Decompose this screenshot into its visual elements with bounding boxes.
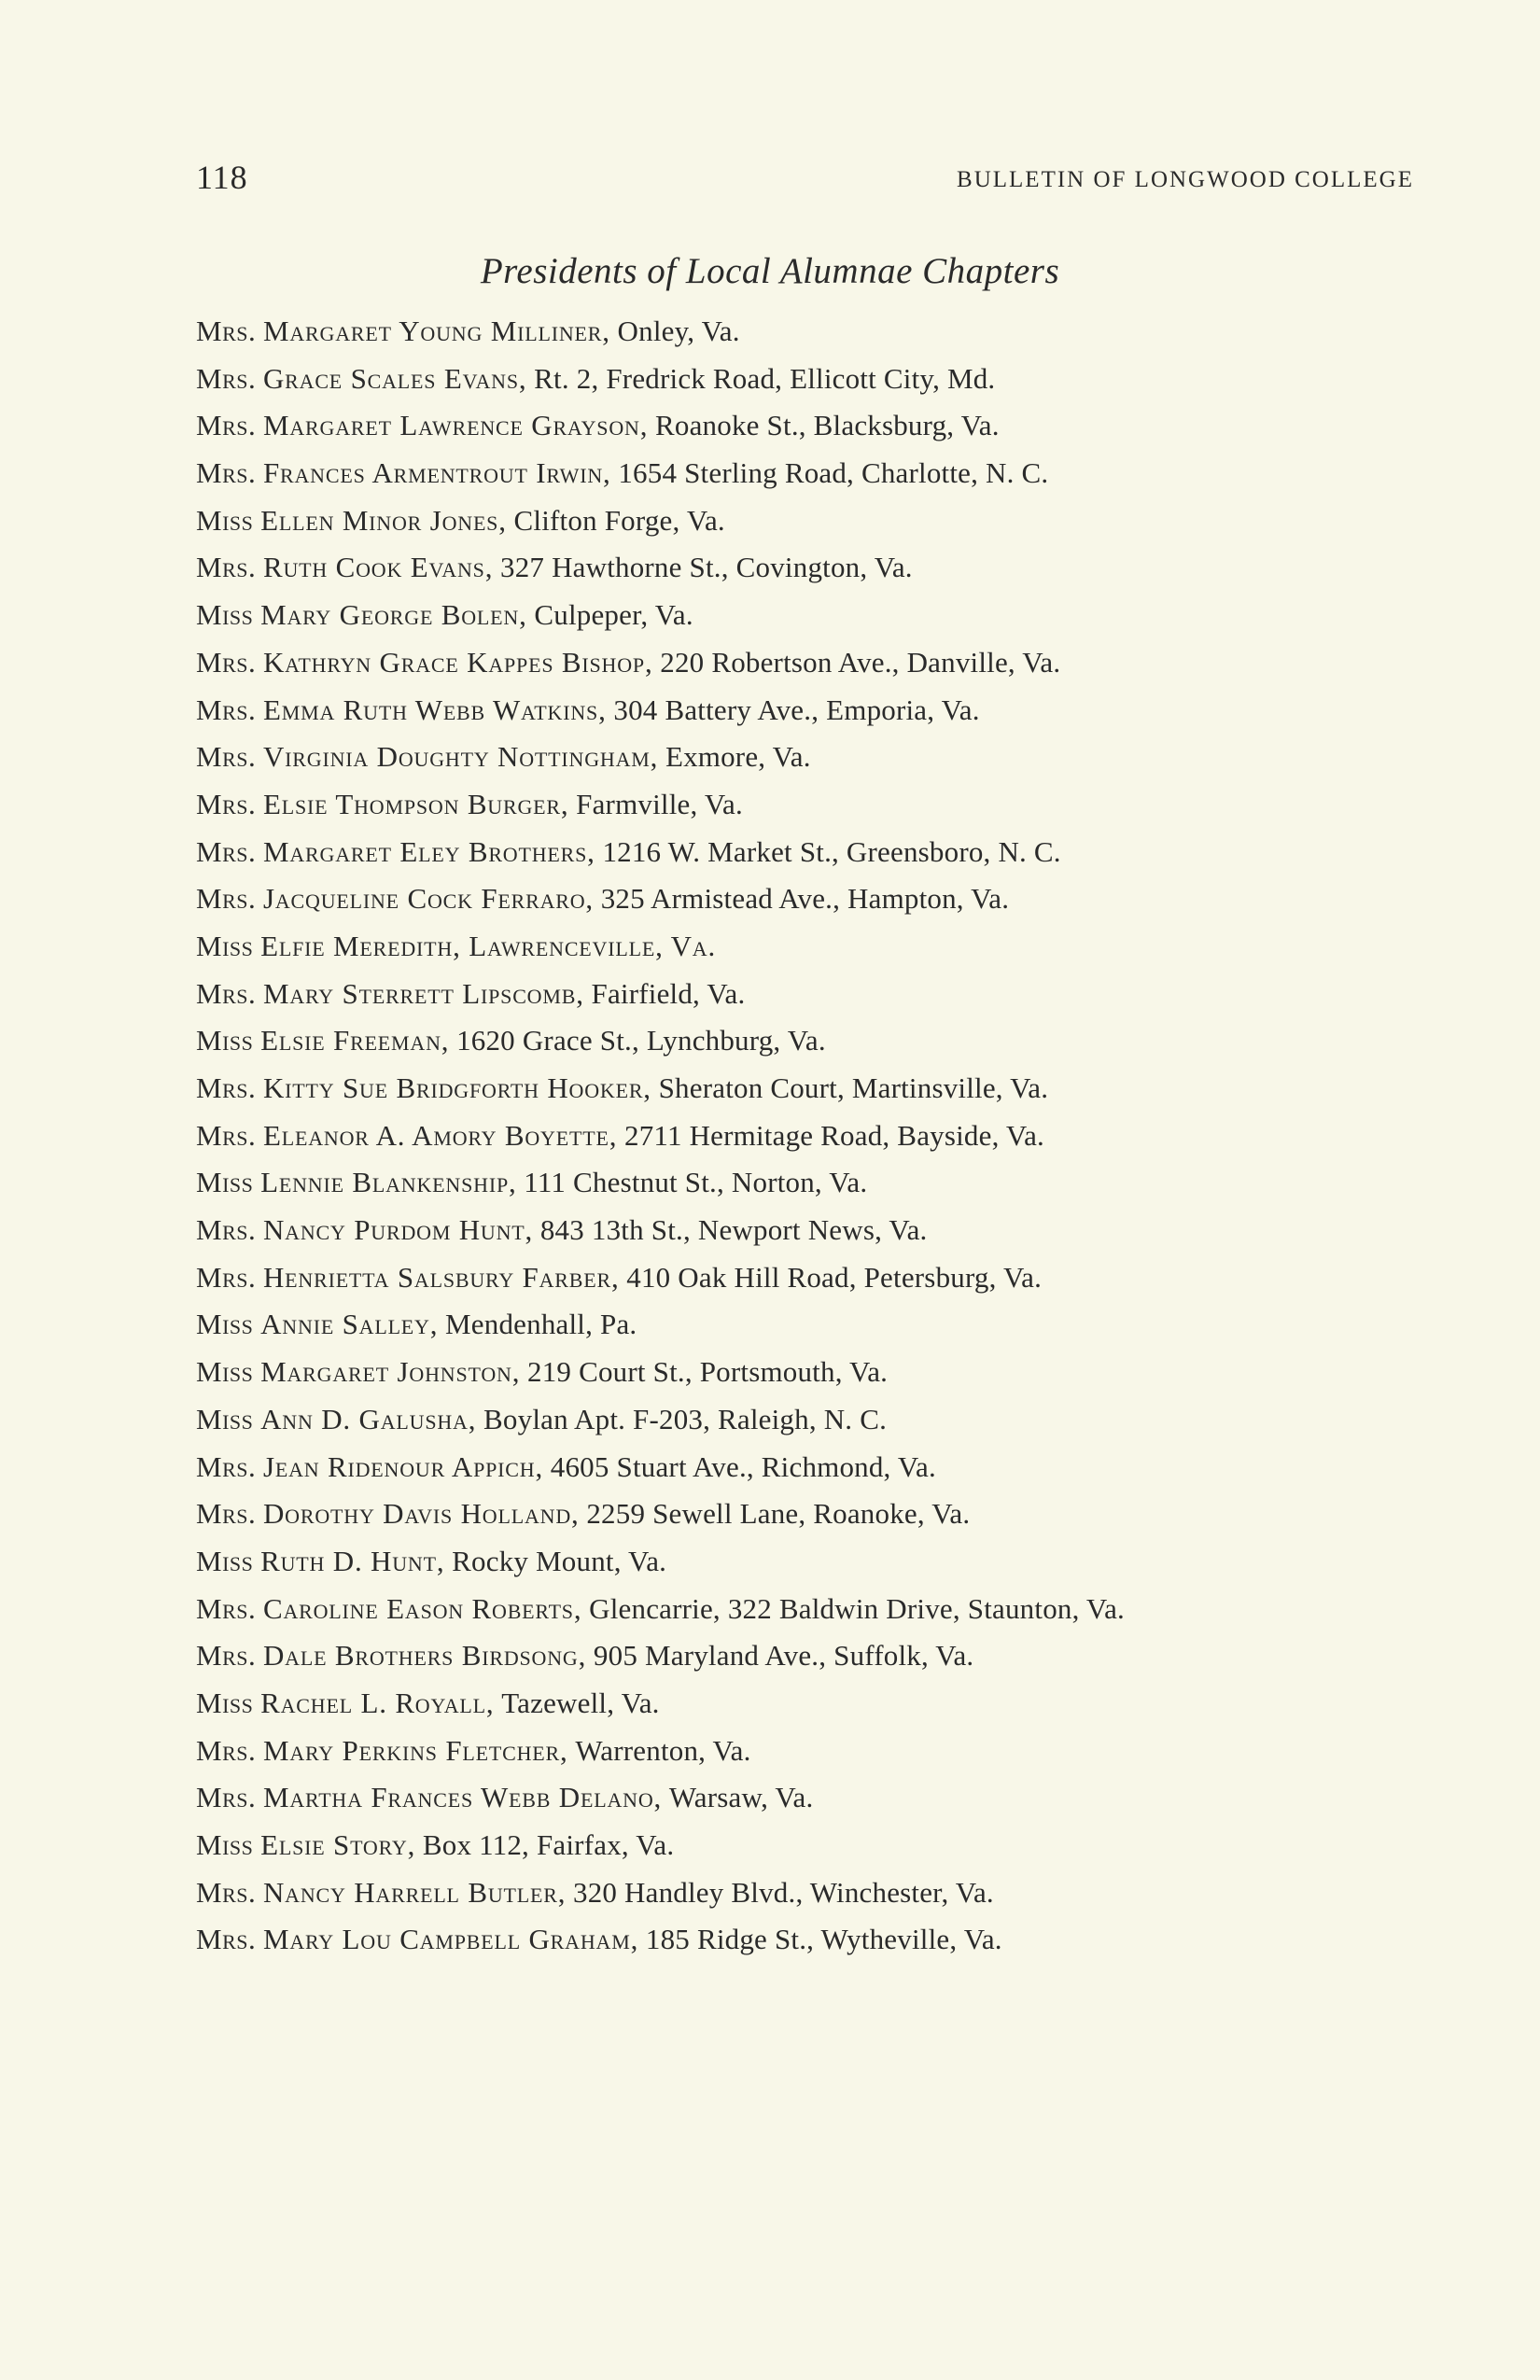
address: 2259 Sewell Lane, Roanoke, Va.: [586, 1497, 971, 1531]
person-name: Dorothy Davis Holland,: [262, 1497, 580, 1531]
address: Boylan Apt. F-203, Raleigh, N. C.: [483, 1402, 888, 1435]
honorific: Miss: [196, 1166, 254, 1199]
person-name: Lennie Blankenship,: [260, 1166, 517, 1199]
list-item: [196, 1538, 1428, 1586]
person-name: Nancy Harrell Butler,: [262, 1875, 567, 1909]
honorific: Mrs.: [196, 645, 257, 679]
honorific: Mrs.: [196, 787, 257, 820]
list-item: [196, 781, 1428, 829]
address: 219 Court St., Portsmouth, Va.: [527, 1355, 889, 1389]
honorific: Mrs.: [196, 361, 257, 395]
list-item: [196, 1349, 1428, 1396]
list-item: [196, 1444, 1428, 1491]
honorific: Mrs.: [196, 1449, 257, 1483]
address: 320 Handley Blvd., Winchester, Va.: [573, 1875, 994, 1909]
person-name: Virginia Doughty Nottingham,: [262, 740, 659, 774]
list-item: [196, 308, 1428, 356]
address: Culpeper, Va.: [534, 598, 693, 632]
honorific: Mrs.: [196, 1639, 257, 1673]
address: 843 13th St., Newport News, Va.: [539, 1213, 928, 1247]
list-item: [196, 687, 1428, 735]
page-number: 118: [196, 159, 248, 196]
honorific: Miss: [196, 1308, 254, 1341]
person-name: Henrietta Salsbury Farber,: [262, 1260, 620, 1294]
honorific: Mrs.: [196, 1591, 257, 1625]
person-name: Elsie Story,: [260, 1828, 416, 1861]
chapter-presidents-list: [196, 308, 1428, 1964]
list-item: [196, 829, 1428, 876]
address: 327 Hawthorne St., Covington, Va.: [500, 551, 913, 584]
list-item: [196, 592, 1428, 639]
person-name: Mary Lou Campbell Graham,: [262, 1923, 639, 1956]
honorific: Mrs.: [196, 1260, 257, 1294]
list-item: [196, 450, 1428, 497]
list-item: [196, 875, 1428, 923]
person-name: Margaret Lawrence Grayson,: [262, 409, 649, 442]
running-head: BULLETIN OF LONGWOOD COLLEGE: [957, 167, 1414, 192]
address: Tazewell, Va.: [501, 1686, 660, 1719]
honorific: Mrs.: [196, 1071, 257, 1104]
list-item: [196, 1017, 1428, 1065]
honorific: Miss: [196, 598, 254, 632]
address: 325 Armistead Ave., Hampton, Va.: [600, 882, 1010, 916]
person-name: Elsie Freeman,: [260, 1024, 450, 1057]
honorific: Mrs.: [196, 315, 257, 347]
address: Roanoke St., Blacksburg, Va.: [655, 409, 1000, 442]
address: 220 Robertson Ave., Danville, Va.: [660, 645, 1061, 679]
person-name: Elsie Thompson Burger,: [262, 787, 569, 820]
list-item: [196, 1301, 1428, 1349]
honorific: Mrs.: [196, 1497, 257, 1531]
honorific: Mrs.: [196, 409, 257, 442]
address: 304 Battery Ave., Emporia, Va.: [613, 693, 980, 726]
list-item: [196, 1254, 1428, 1302]
address: 111 Chestnut St., Norton, Va.: [524, 1166, 868, 1199]
person-name: Eleanor A. Amory Boyette,: [262, 1118, 618, 1152]
address: Sheraton Court, Martinsville, Va.: [658, 1071, 1049, 1104]
address: 185 Ridge St., Wytheville, Va.: [645, 1923, 1002, 1956]
list-item: [196, 497, 1428, 545]
person-name: Emma Ruth Webb Watkins,: [262, 693, 607, 726]
person-name: Martha Frances Webb Delano,: [262, 1781, 663, 1814]
honorific: Miss: [196, 1828, 254, 1861]
list-item: [196, 1113, 1428, 1160]
person-name: Margaret Johnston,: [260, 1355, 521, 1389]
section-title: Presidents of Local Alumnae Chapters: [480, 251, 1060, 291]
honorific: Mrs.: [196, 1923, 257, 1956]
list-item: [196, 1916, 1428, 1964]
honorific: Miss: [196, 503, 254, 537]
address: Mendenhall, Pa.: [445, 1308, 637, 1341]
list-item: [196, 639, 1428, 687]
honorific: Mrs.: [196, 1875, 257, 1909]
person-name: Grace Scales Evans,: [262, 361, 527, 395]
list-item: [196, 1586, 1428, 1633]
address: Glencarrie, 322 Baldwin Drive, Staunton, Va.: [589, 1591, 1125, 1625]
person-name: Ellen Minor Jones,: [260, 503, 507, 537]
honorific: Mrs.: [196, 882, 257, 916]
address: Exmore, Va.: [665, 740, 811, 774]
honorific: Mrs.: [196, 740, 257, 774]
address: 905 Maryland Ave., Suffolk, Va.: [593, 1639, 974, 1673]
person-name: Nancy Purdom Hunt,: [262, 1213, 534, 1247]
honorific: Mrs.: [196, 1733, 257, 1767]
honorific: Miss: [196, 1544, 254, 1577]
list-item: [196, 1774, 1428, 1822]
honorific: Miss: [196, 1355, 254, 1389]
address: 1654 Sterling Road, Charlotte, N. C.: [618, 456, 1049, 490]
person-name: Jacqueline Cock Ferraro,: [262, 882, 594, 916]
person-name: Mary George Bolen,: [260, 598, 527, 632]
address: Warrenton, Va.: [575, 1733, 751, 1767]
person-name: Margaret Eley Brothers,: [262, 834, 595, 868]
person-name: Jean Ridenour Appich,: [262, 1449, 544, 1483]
list-item: [196, 402, 1428, 450]
list-item: [196, 1728, 1428, 1775]
person-name: Annie Salley,: [260, 1308, 439, 1341]
honorific: Miss: [196, 929, 254, 962]
person-name: Mary Sterrett Lipscomb,: [262, 976, 584, 1010]
person-name: Mary Perkins Fletcher,: [262, 1733, 568, 1767]
address: 2711 Hermitage Road, Bayside, Va.: [624, 1118, 1044, 1152]
list-item: [196, 971, 1428, 1018]
list-item: [196, 1065, 1428, 1113]
list-item: [196, 1680, 1428, 1728]
address: Clifton Forge, Va.: [513, 503, 725, 537]
list-item: [196, 1159, 1428, 1207]
honorific: Mrs.: [196, 1118, 257, 1152]
list-item: [196, 1491, 1428, 1538]
address: 410 Oak Hill Road, Petersburg, Va.: [626, 1260, 1043, 1294]
address: Warsaw, Va.: [668, 1781, 814, 1814]
list-item: [196, 1822, 1428, 1869]
list-item: [196, 734, 1428, 781]
address: Farmville, Va.: [576, 787, 743, 820]
list-item: [196, 1207, 1428, 1254]
person-name: Elfie Meredith, Lawrenceville, Va.: [260, 929, 717, 962]
honorific: Mrs.: [196, 976, 257, 1010]
address: Fairfield, Va.: [591, 976, 746, 1010]
honorific: Miss: [196, 1686, 254, 1719]
address: Box 112, Fairfax, Va.: [422, 1828, 675, 1861]
person-name: Dale Brothers Birdsong,: [262, 1639, 587, 1673]
person-name: Ruth D. Hunt,: [260, 1544, 445, 1577]
address: Rocky Mount, Va.: [452, 1544, 667, 1577]
honorific: Miss: [196, 1024, 254, 1057]
honorific: Mrs.: [196, 456, 257, 490]
honorific: Miss: [196, 1402, 254, 1435]
person-name: Ruth Cook Evans,: [262, 551, 494, 584]
honorific: Mrs.: [196, 551, 257, 584]
person-name: Kathryn Grace Kappes Bishop,: [262, 645, 653, 679]
honorific: Mrs.: [196, 1213, 257, 1247]
list-item: [196, 1396, 1428, 1444]
honorific: Mrs.: [196, 1781, 257, 1814]
list-item: [196, 1632, 1428, 1680]
list-item: [196, 923, 1428, 971]
list-item: [196, 356, 1428, 403]
address: Rt. 2, Fredrick Road, Ellicott City, Md.: [534, 361, 996, 395]
honorific: Mrs.: [196, 834, 257, 868]
person-name: Kitty Sue Bridgforth Hooker,: [262, 1071, 651, 1104]
person-name: Margaret Young Milliner,: [262, 315, 610, 347]
address: 4605 Stuart Ave., Richmond, Va.: [550, 1449, 936, 1483]
honorific: Mrs.: [196, 693, 257, 726]
person-name: Frances Armentrout Irwin,: [262, 456, 611, 490]
list-item: [196, 1869, 1428, 1917]
list-item: [196, 544, 1428, 592]
person-name: Caroline Eason Roberts,: [262, 1591, 582, 1625]
address: 1620 Grace St., Lynchburg, Va.: [456, 1024, 826, 1057]
address: 1216 W. Market St., Greensboro, N. C.: [602, 834, 1061, 868]
person-name: Rachel L. Royall,: [260, 1686, 495, 1719]
person-name: Ann D. Galusha,: [260, 1402, 477, 1435]
address: Onley, Va.: [617, 315, 740, 347]
